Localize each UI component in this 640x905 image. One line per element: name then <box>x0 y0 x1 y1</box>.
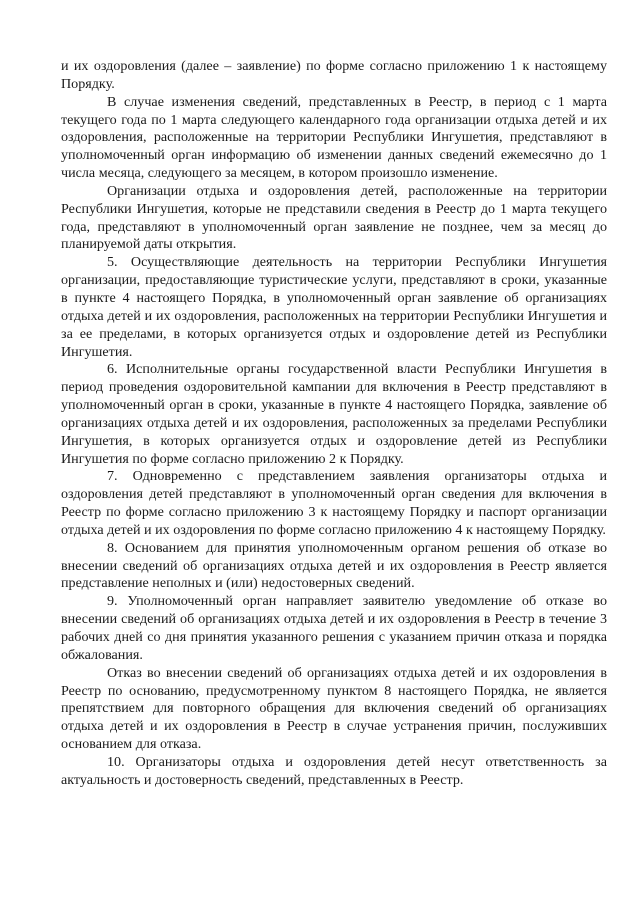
paragraph-item-10: 10. Организаторы отдыха и оздоровления детей несут ответственность за актуальность и достоверность сведений, представленных в Реестр. <box>61 753 607 788</box>
paragraph-item-5: 5. Осуществляющие деятельность на территории Республики Ингушетия организации, предоставляющие туристические услуги, представляют в сроки, указанные в пункте 4 настоящего Порядка, в уполномоченный орган заявление об организациях отдыха детей и их оздоровления, расположенных на территории Республики Ингушетия и за ее пределами, в которых организуется отдых и оздоровление детей из Республики Ингушетия. <box>61 254 607 360</box>
paragraph-item-8: 8. Основанием для принятия уполномоченным органом решения об отказе во внесении сведений об организациях отдыха детей и их оздоровления в Реестр является представление неполных и (или) недостоверных сведений. <box>61 539 607 592</box>
paragraph-item-9: 9. Уполномоченный орган направляет заявителю уведомление об отказе во внесении сведений об организациях отдыха детей и их оздоровления в Реестр в течение 3 рабочих дней со дня принятия указанного решения с указанием причин отказа и порядка обжалования. <box>61 593 607 663</box>
paragraph-registry-changes: В случае изменения сведений, представленных в Реестр, в период с 1 марта текущего года по 1 марта следующего календарного года организации отдыха детей и их оздоровления, расположенные на территории Республики Ингушетия, представляют в уполномоченный орган информацию об изменении данных сведений ежемесячно до 1 числа месяца, следующего за месяцем, в котором произошло изменение. <box>61 93 607 182</box>
paragraph-late-submission: Организации отдыха и оздоровления детей, расположенные на территории Республики Ингушетия, которые не представили сведения в Реестр до 1 марта текущего года, представляют в уполномоченный орган заявление не позднее, чем за месяц до планируемой даты открытия. <box>61 182 607 253</box>
paragraph-item-7: 7. Одновременно с представлением заявления организаторы отдыха и оздоровления детей представляют в уполномоченный орган сведения для включения в Реестр по форме согласно приложению 3 к настоящему Порядку и паспорт организации отдыха детей и их оздоровления по форме согласно приложению 4 к настоящему Порядку. <box>61 468 607 538</box>
paragraph-item-6: 6. Исполнительные органы государственной власти Республики Ингушетия в период проведения оздоровительной кампании для включения в Реестр представляют в уполномоченный орган в сроки, указанные в пункте 4 настоящего Порядка, заявление об организациях отдыха детей и их оздоровления, расположенных за пределами Республики Ингушетия, в которых организуется отдых и оздоровление детей из Республики Ингушетия по форме согласно приложению 2 к Порядку. <box>61 361 607 467</box>
paragraph-refusal-note: Отказ во внесении сведений об организациях отдыха детей и их оздоровления в Реестр по основанию, предусмотренному пунктом 8 настоящего Порядка, не является препятствием для повторного обращения для включения сведений об организациях отдыха детей и их оздоровления в Реестр в случае устранения причин, послуживших основанием для отказа. <box>61 664 607 753</box>
paragraph-continuation: и их оздоровления (далее – заявление) по форме согласно приложению 1 к настоящему Порядку. <box>61 58 607 92</box>
